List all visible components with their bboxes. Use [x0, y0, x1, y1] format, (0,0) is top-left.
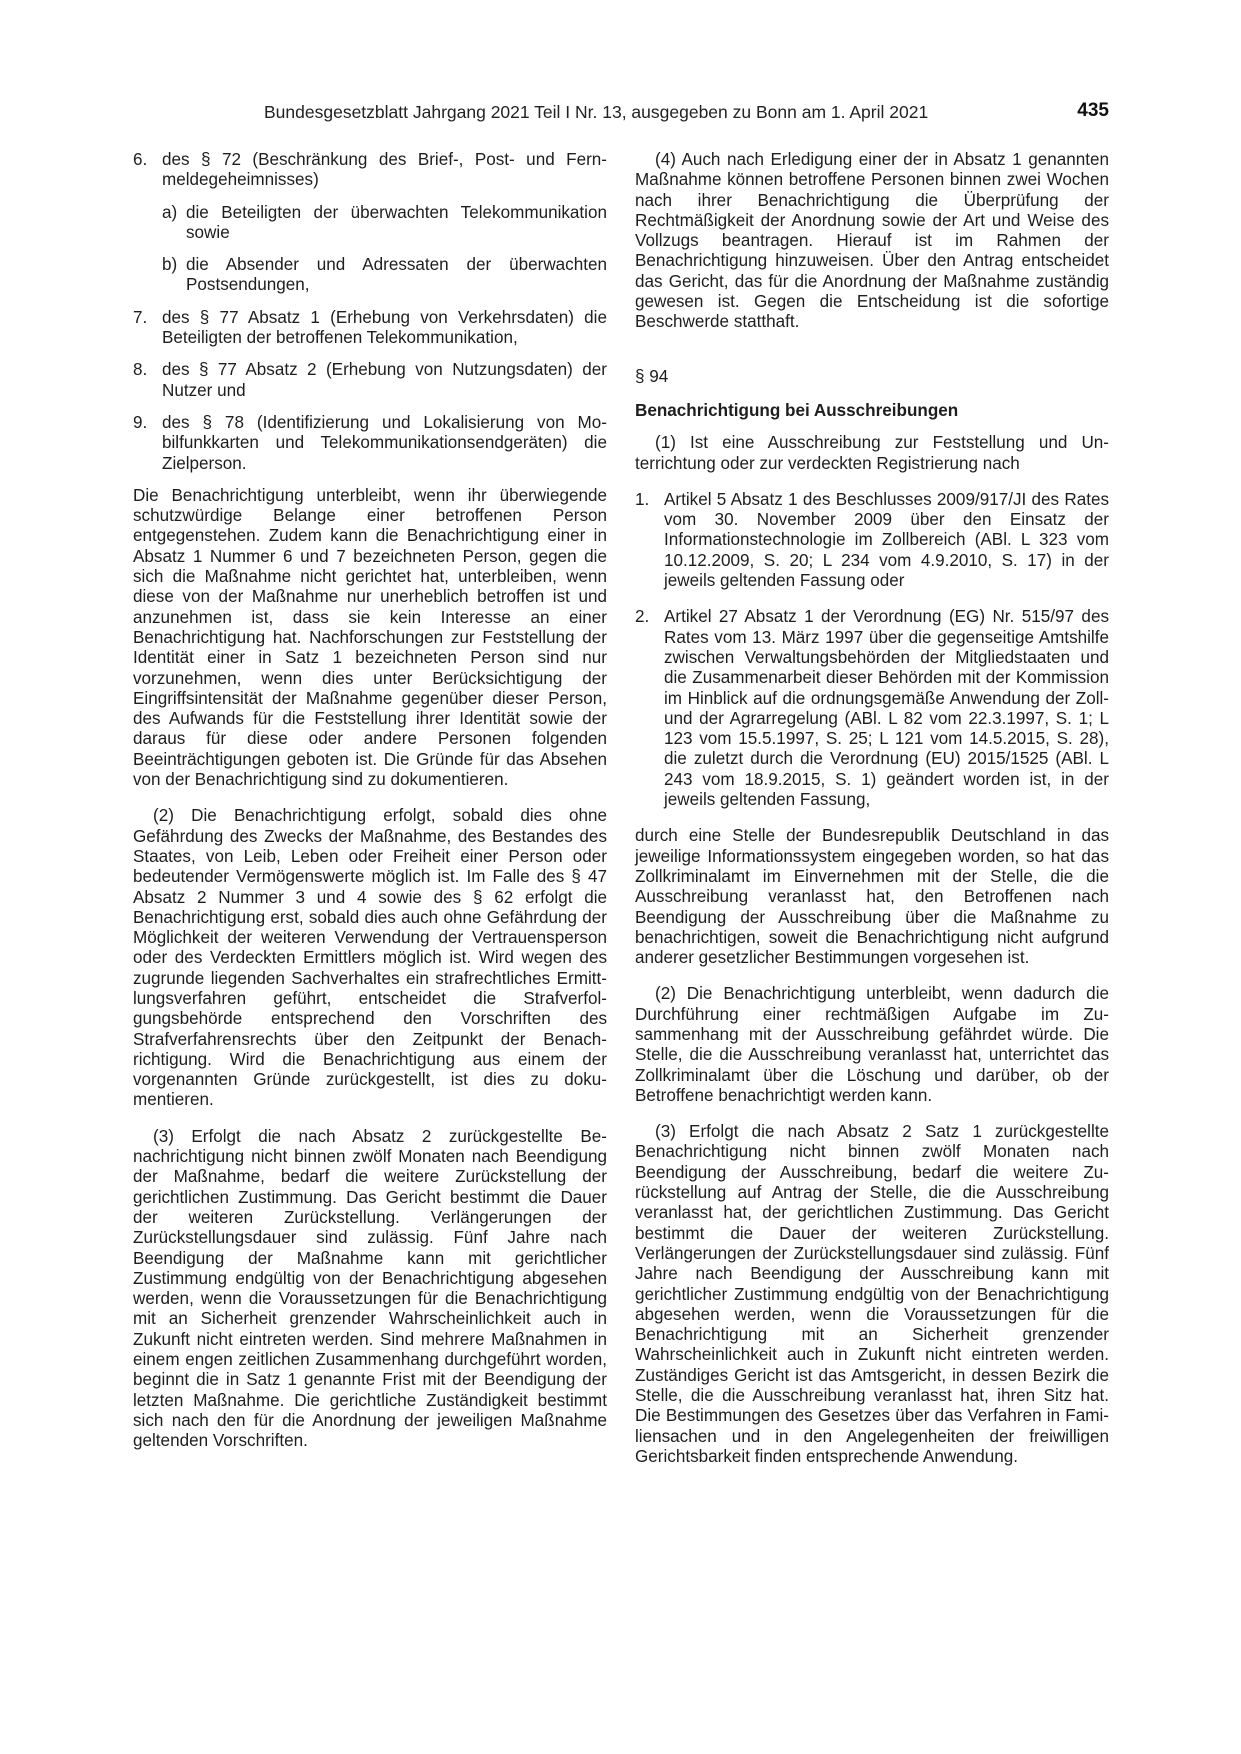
- paragraph-durch: durch eine Stelle der Bundesrepublik Deutschland in das jeweilige Informationssystem eingegeben worden, so hat das Zollkriminalamt im Einvernehmen mit der Stelle, die die Ausschreibung veranlasst hat, den Betroffenen nach Beendigung der Ausschreibung über die Maßnahme zu benachrichtigen, soweit die Benachrichtigung nicht aufgrund anderer gesetzlicher Bestimmungen vorgesehen ist.: [635, 826, 1109, 968]
- paragraph-2: (2) Die Benachrichtigung erfolgt, sobald dies ohne Gefährdung des Zwecks der Maßnahme, des Bestandes des Staates, von Leib, Leben oder Freiheit einer Person oder bedeutender Vermögenswerte möglich ist. Im Falle des § 47 Absatz 2 Nummer 3 und 4 sowie des § 62 erfolgt die Benachrichtigung erst, sobald dies auch ohne Gefährdung der Möglichkeit der weiteren Verwendung der Vertrauensperson oder des Verdeckten Ermittlers möglich ist. Wird wegen des zugrunde liegenden Sachverhaltes ein strafrechtliches Ermittlungsverfahren geführt, entscheidet die Strafverfolgungsbehörde entsprechend den Vorschriften des Strafverfahrensrechts über den Zeitpunkt der Benachrichtigung. Wird die Benachrichtigung aus einem der vorgenannten Gründe zurückgestellt, ist dies zu dokumentieren.: [133, 806, 607, 1110]
- right-column: [635, 150, 1109, 1467]
- list-text: Artikel 27 Absatz 1 der Verordnung (EG) Nr. 515/97 des Rates vom 13. März 1997 über die gegenseitige Amtshilfe zwischen Verwaltungsbehörden der Mitgliedstaaten und die Zusammenarbeit dieser Behörden mit der Kommission im Hinblick auf die ordnungsgemäße Anwendung der Zoll- und der Agrarregelung (ABl. L 82 vom 22.3.1997, S. 1; L 123 vom 15.5.1997, S. 25; L 121 vom 14.5.2015, S. 28), die zuletzt durch die Verordnung (EU) 2015/1525 (ABl. L 243 vom 18.9.2015, S. 1) geändert worden ist, in der jeweils geltenden Fassung,: [664, 607, 1109, 810]
- list-number: 8.: [133, 360, 148, 380]
- list-item-7: [133, 308, 607, 349]
- sub-text: die Beteiligten der überwachten Telekommunikation sowie: [186, 202, 607, 242]
- running-head: Bundesgesetzblatt Jahrgang 2021 Teil I Nr. 13, ausgegeben zu Bonn am 1. April 2021: [264, 102, 929, 122]
- paragraph-1: (1) Ist eine Ausschreibung zur Feststellung und Unterrichtung oder zur verdeckten Registrierung nach: [635, 433, 1109, 473]
- list-item-6: [133, 150, 607, 191]
- paragraph-3: (3) Erfolgt die nach Absatz 2 Satz 1 zurückgestellte Benachrichtigung nicht binnen zwölf Monaten nach Beendigung der Ausschreibung, bedarf die weitere Zurückstellung auf Antrag der Stelle, die die Ausschreibung veranlasst hat, der gerichtlichen Zustimmung. Das Gericht bestimmt die Dauer der weiteren Zurückstellung. Verlängerungen der Zurückstellungsdauer sind zulässig. Fünf Jahre nach Beendigung der Ausschreibung kann mit gerichtlicher Zustimmung endgültig von der Benachrichtigung abgesehen werden, wenn die Voraussetzungen für die Benachrichtigung mit an Sicherheit grenzender Wahrscheinlichkeit auch in Zukunft nicht eintreten werden. Zuständiges Gericht ist das Amtsgericht, in dessen Bezirk die Stelle, die die Ausschreibung veranlasst hat, ihren Sitz hat. Die Bestimmungen des Gesetzes über das Verfahren in Familiensachen und in den Angelegenheiten der freiwilligen Gerichtsbarkeit finden entsprechende Anwendung.: [635, 1122, 1109, 1466]
- sub-number: b): [162, 255, 178, 275]
- sub-item-b: [162, 255, 607, 296]
- list-item-8: [133, 360, 607, 401]
- list-item-2: [635, 607, 1109, 810]
- list-text: Artikel 5 Absatz 1 des Beschlusses 2009/917/JI des Rates vom 30. November 2009 über den Einsatz der Informationstechnologie im Zollbereich (ABl. L 323 vom 10.12.2009, S. 20; L 234 vom 4.9.2010, S. 17) in der jeweils geltenden Fassung oder: [664, 489, 1109, 591]
- left-column: [133, 150, 607, 1452]
- list-text: des § 77 Absatz 1 (Erhebung von Verkehrsdaten) die Beteiligten der betroffenen Telekommunikation,: [162, 307, 607, 348]
- page-header: [133, 100, 1109, 130]
- list-number: 1.: [635, 489, 650, 509]
- list-text: des § 78 (Identifizierung und Lokalisierung von Mobilfunkkarten und Telekommunikationsendgeräten) die Zielperson.: [162, 412, 607, 473]
- page-number: 435: [1077, 100, 1109, 121]
- paragraph-3: (3) Erfolgt die nach Absatz 2 zurückgestellte Benachrichtigung nicht binnen zwölf Monaten nach Beendigung der Maßnahme, bedarf die weitere Zurückstellung der gerichtlichen Zustimmung. Das Gericht bestimmt die Dauer der weiteren Zurückstellung. Verlängerungen der Zurückstellungsdauer sind zulässig. Fünf Jahre nach Beendigung der Maßnahme kann mit gerichtlicher Zustimmung endgültig von der Benachrichtigung abgesehen werden, wenn die Voraussetzungen für die Benachrichtigung mit an Sicherheit grenzender Wahrscheinlichkeit auch in Zukunft nicht eintreten werden. Sind mehrere Maßnahmen in einem engen zeitlichen Zusammenhang durchgeführt worden, beginnt die in Satz 1 genannte Frist mit der Beendigung der letzten Maßnahme. Die gerichtliche Zuständigkeit bestimmt sich nach den für die Anordnung der jeweiligen Maßnahme geltenden Vorschriften.: [133, 1126, 607, 1451]
- paragraph-benachrichtigung: Die Benachrichtigung unterbleibt, wenn ihr überwiegende schutzwürdige Belange einer betroffenen Person entgegenstehen. Zudem kann die Benachrichtigung einer in Absatz 1 Nummer 6 und 7 bezeichneten Person, gegen die sich die Maßnahme nicht gerichtet hat, unterbleiben, wenn diese von der Maßnahme nur unerheblich betroffen ist und anzunehmen ist, dass sie kein Interesse an einer Benachrichtigung hat. Nachforschungen zur Feststellung der Identität einer in Satz 1 bezeichneten Person sind nur vorzunehmen, wenn dies unter Berücksichtigung der Eingriffsintensität der Maßnahme gegenüber dieser Person, des Aufwands für die Feststellung ihrer Identität sowie der daraus für diese oder andere Personen folgenden Beeinträchtigungen geboten ist. Die Gründe für das Absehen von der Benachrichtigung sind zu dokumentieren.: [133, 485, 607, 790]
- list-number: 7.: [133, 307, 148, 327]
- sub-number: a): [162, 202, 178, 222]
- section-title: Benachrichtigung bei Ausschreibungen: [635, 400, 959, 420]
- list-text: des § 77 Absatz 2 (Erhebung von Nutzungsdaten) der Nutzer und: [162, 360, 607, 400]
- sub-item-a: [162, 203, 607, 244]
- paragraph-2: (2) Die Benachrichtigung unterbleibt, wenn dadurch die Durchführung einer rechtmäßigen Aufgabe im Zusammenhang mit der Ausschreibung gefährdet würde. Die Stelle, die die Ausschreibung veranlasst hat, unterrichtet das Zollkriminalamt über die Löschung und darüber, ob der Betroffene benachrichtigt werden kann.: [635, 984, 1109, 1105]
- paragraph-4: (4) Auch nach Erledigung einer der in Absatz 1 genannten Maßnahme können betroffene Personen binnen zwei Wochen nach ihrer Benachrichtigung die Überprüfung der Rechtmäßigkeit der Anordnung sowie der Art und Weise des Vollzugs beantragen. Hierauf ist im Rahmen der Benachrichtigung hinzuweisen. Über den Antrag entscheidet das Gericht, das für die Anordnung der Maßnahme zuständig gewesen ist. Gegen die Entscheidung ist die sofortige Beschwerde statthaft.: [635, 150, 1109, 332]
- list-item-9: [133, 413, 607, 474]
- list-number: 2.: [635, 607, 650, 627]
- sub-text: die Absender und Adressaten der überwachten Postsendungen,: [186, 255, 607, 295]
- list-number: 6.: [133, 150, 148, 169]
- list-item-1: [635, 490, 1109, 591]
- section-number: § 94: [635, 366, 669, 386]
- list-number: 9.: [133, 412, 148, 432]
- list-text: des § 72 (Beschränkung des Brief-, Post- und Fernmeldegeheimnisses): [162, 150, 607, 190]
